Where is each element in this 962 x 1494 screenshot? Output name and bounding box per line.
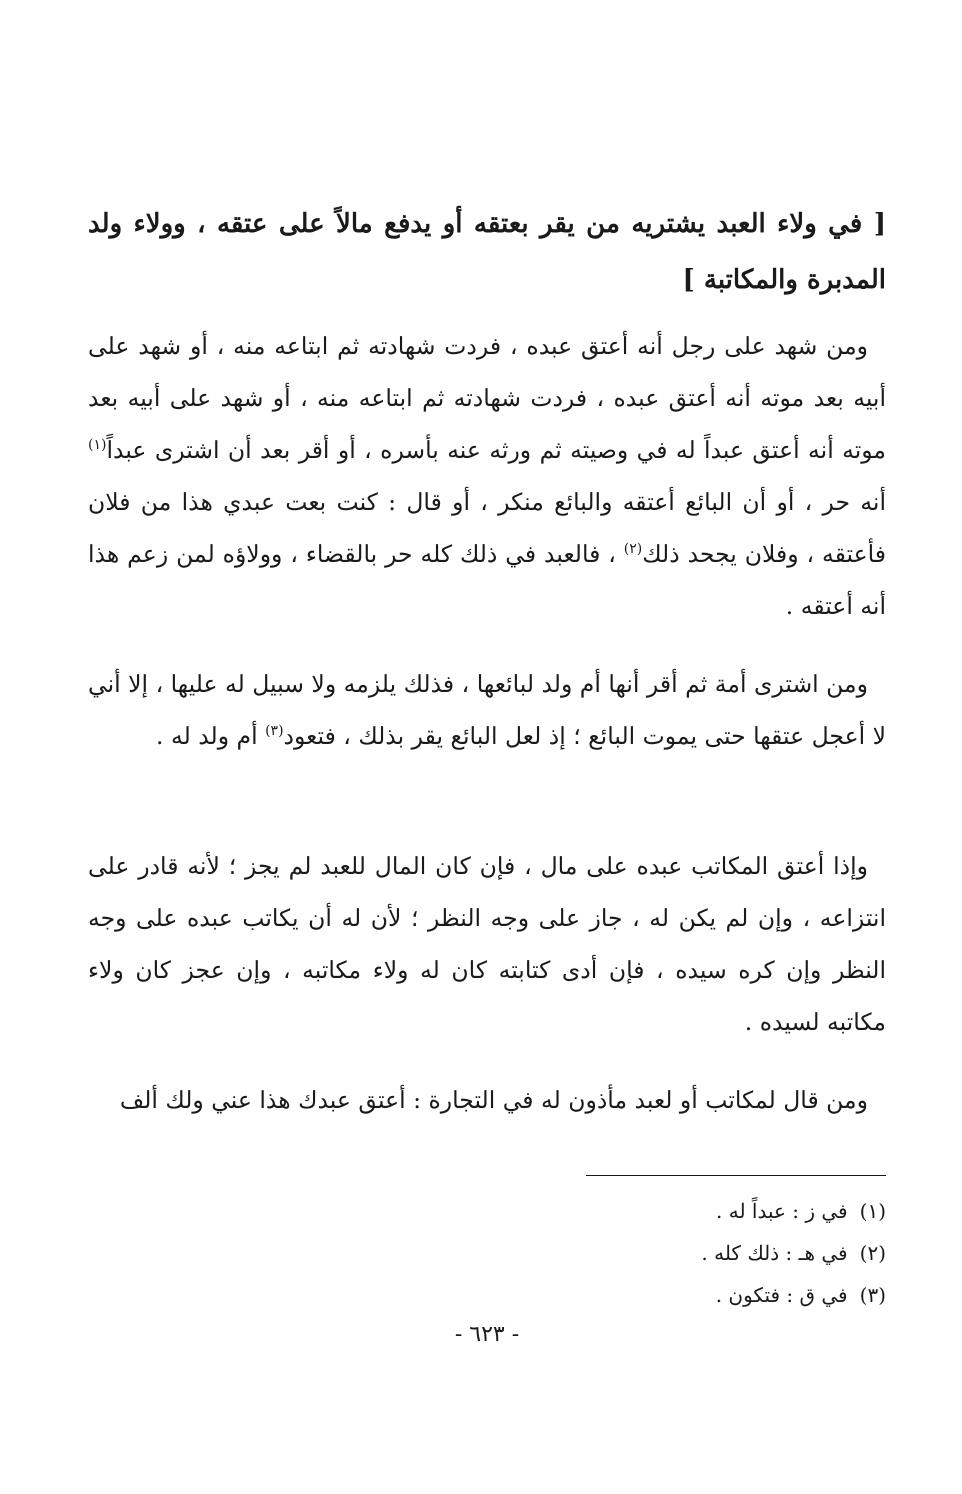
section-heading bbox=[88, 196, 886, 308]
footnote-text: في ز : عبداً له . bbox=[716, 1199, 848, 1223]
footnote-item bbox=[386, 1274, 886, 1316]
footnote-number: (٢) bbox=[859, 1241, 886, 1265]
footnote-text: في ق : فتكون . bbox=[715, 1283, 848, 1307]
heading-line-1: [ في ولاء العبد يشتريه من يقر بعتقه أو يدفع مالاً على عتقه ، وولاء ولد bbox=[88, 209, 886, 239]
paragraph-2 bbox=[88, 658, 886, 762]
footnotes bbox=[386, 1190, 886, 1316]
paragraph-4: ومن قال لمكاتب أو لعبد مأذون له في التجارة : أعتق عبدك هذا عني ولك ألف bbox=[119, 1086, 868, 1114]
book-page bbox=[88, 0, 886, 1494]
heading-line-2: المدبرة والمكاتبة ] bbox=[682, 265, 886, 295]
footnote-item bbox=[386, 1232, 886, 1274]
footnote-number: (١) bbox=[859, 1199, 886, 1223]
footnote-text: في هـ : ذلك كله . bbox=[701, 1241, 848, 1265]
paragraph-1-part-a: ومن شهد على رجل أنه أعتق عبده ، فردت شهادته ثم ابتاعه منه ، أو شهد على أبيه بعد موته أنه أعتق عبده ، فردت شهادته ثم ابتاعه منه ، أو شهد على أبيه بعد موته أنه أعتق عبداً له في وصيته ثم ورثه عنه بأسره ، أو أقر بعد أن اشترى عبداً bbox=[88, 332, 886, 464]
footnote-ref-1: (١) bbox=[88, 437, 107, 454]
footnote-divider bbox=[586, 1175, 886, 1176]
footnote-ref-2: (٢) bbox=[623, 541, 643, 558]
paragraph-1-part-c: ، فالعبد في ذلك كله حر بالقضاء ، وولاؤه لمن زعم هذا أنه أعتقه . bbox=[88, 540, 886, 620]
paragraph-2-part-b: أم ولد له . bbox=[156, 722, 266, 750]
paragraph-1-part-b: أنه حر ، أو أن البائع أعتقه والبائع منكر ، أو قال : كنت بعت عبدي هذا من فلان فأعتقه ، وفلان يجحد ذلك bbox=[88, 488, 886, 568]
paragraph-2-part-a: ومن اشترى أمة ثم أقر أنها أم ولد لبائعها ، فذلك يلزمه ولا سبيل له عليها ، إلا أني لا أعجل عتقها حتى يموت البائع ؛ إذ لعل البائع يقر بذلك ، فتعود bbox=[88, 670, 886, 750]
footnote-number: (٣) bbox=[859, 1283, 886, 1307]
paragraph-1 bbox=[88, 320, 886, 632]
footnote-ref-3: (٣) bbox=[265, 723, 284, 740]
footnote-item bbox=[386, 1190, 886, 1232]
paragraph-3: وإذا أعتق المكاتب عبده على مال ، فإن كان المال للعبد لم يجز ؛ لأنه قادر على انتزاعه ، وإن لم يكن له ، جاز على وجه النظر ؛ لأن له أن يكاتب عبده على وجه النظر وإن كره سيده ، فإن أدى كتابته كان له ولاء مكاتبه ، وإن عجز كان ولاء مكاتبه لسيده . bbox=[88, 852, 886, 1036]
page-number: - ٦٢٣ - bbox=[454, 1322, 520, 1347]
